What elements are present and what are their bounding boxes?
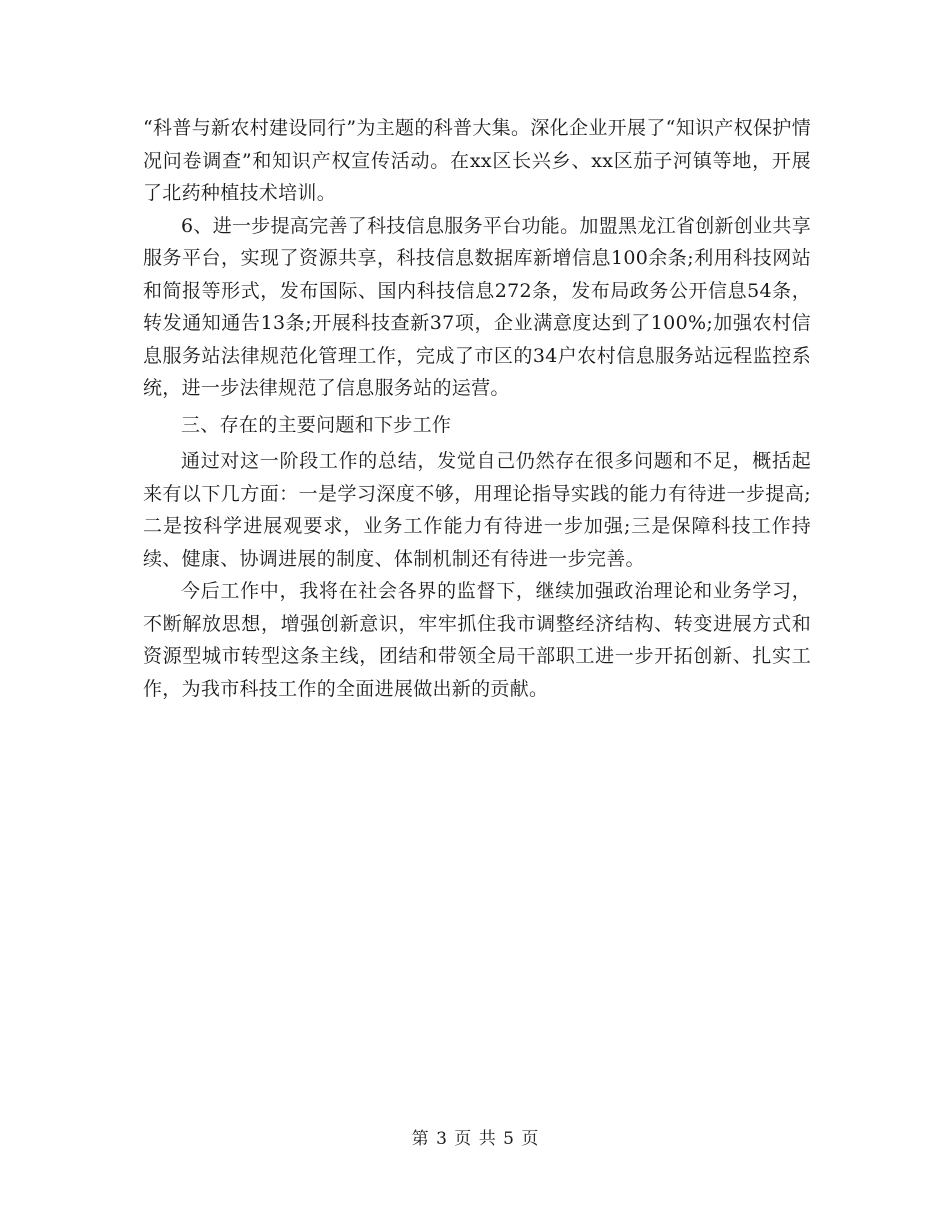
paragraph-problems: 通过对这一阶段工作的总结，发觉自己仍然存在很多问题和不足，概括起来有以下几方面：一是学习深度不够，用理论指导实践的能力有待进一步提高;二是按科学进展观要求，业务工作能力有待进一步加强;三是保障科技工作持续、健康、协调进展的制度、体制机制还有待进一步完善。	[143, 450, 811, 570]
document-body	[143, 112, 811, 705]
page-number-footer: 第 3 页 共 5 页	[411, 1129, 539, 1149]
section-heading: 三、存在的主要问题和下步工作	[181, 413, 452, 436]
paragraph-item-6: 6、进一步提高完善了科技信息服务平台功能。加盟黑龙江省创新创业共享服务平台，实现了资源共享，科技信息数据库新增信息100余条;利用科技网站和简报等形式，发布国际、国内科技信息272条，发布局政务公开信息54条，转发通知通告13条;开展科技查新37项，企业满意度达到了100%;加强农村信息服务站法律规范化管理工作，完成了市区的34户农村信息服务站远程监控系统，进一步法律规范了信息服务站的运营。	[143, 214, 811, 399]
paragraph-future-work: 今后工作中，我将在社会各界的监督下，继续加强政治理论和业务学习，不断解放思想，增强创新意识，牢牢抓住我市调整经济结构、转变进展方式和资源型城市转型这条主线，团结和带领全局干部职工进一步开拓创新、扎实工作，为我市科技工作的全面进展做出新的贡献。	[143, 580, 811, 700]
paragraph-continuation: “科普与新农村建设同行”为主题的科普大集。深化企业开展了“知识产权保护情况问卷调查”和知识产权宣传活动。在xx区长兴乡、xx区茄子河镇等地，开展了北药种植技术培训。	[143, 117, 811, 204]
